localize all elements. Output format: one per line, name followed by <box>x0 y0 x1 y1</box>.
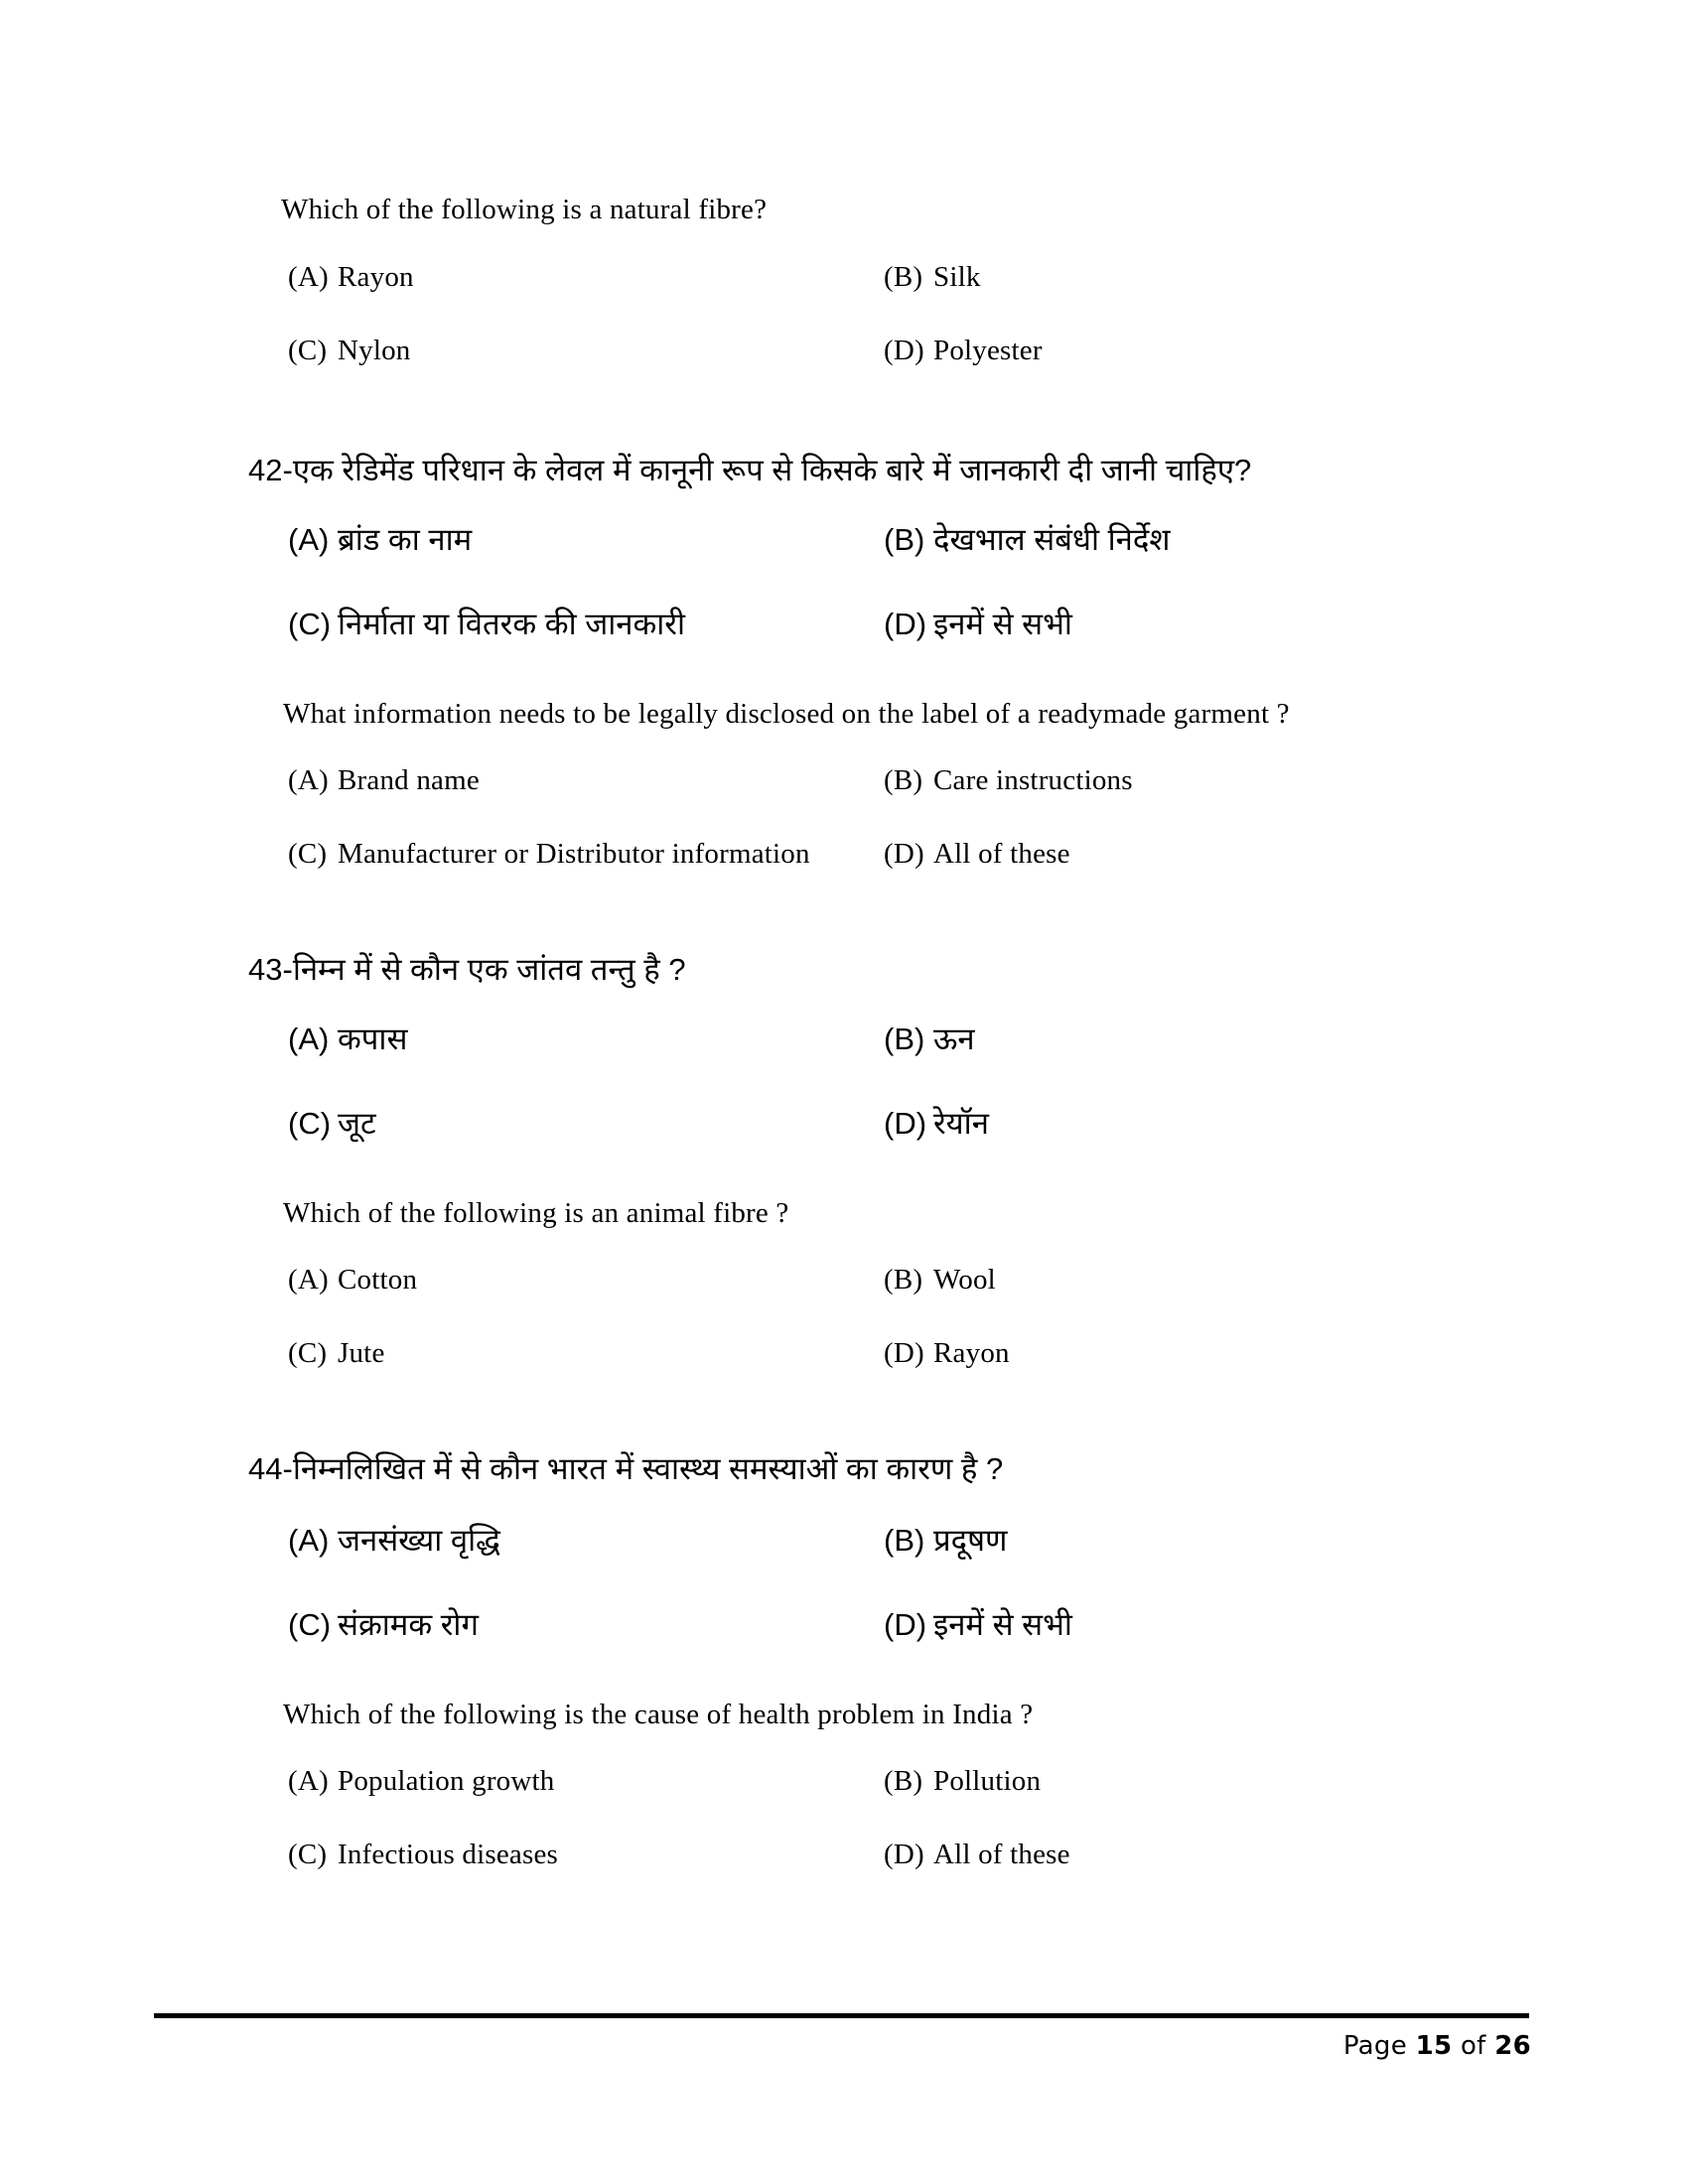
option-row <box>884 1519 1072 1564</box>
option-text: Rayon <box>933 1337 1010 1370</box>
option-text: All of these <box>933 838 1070 871</box>
option-label: (A) <box>288 764 329 796</box>
footer-total-pages: 26 <box>1494 2031 1531 2061</box>
option-text: Polyester <box>933 335 1043 367</box>
option-row <box>288 1018 884 1062</box>
continued-question-text: Which of the following is a natural fibre? <box>281 194 768 225</box>
option-text: इनमें से सभी <box>933 1606 1072 1642</box>
option-text: Jute <box>338 1337 385 1370</box>
question-43-hindi-options <box>288 1018 989 1147</box>
option-row <box>884 1334 1010 1373</box>
question-42-hindi-line <box>248 449 1251 493</box>
option-text: Population growth <box>338 1765 555 1797</box>
option-label: (B) <box>884 261 923 293</box>
option-row <box>288 1519 884 1564</box>
option-text: Rayon <box>338 261 414 293</box>
question-43-number: 43- <box>248 952 293 987</box>
question-44-hindi-line <box>248 1447 1003 1492</box>
option-row <box>288 1762 884 1801</box>
option-text: Wool <box>933 1264 996 1296</box>
question-42-hindi-options <box>288 518 1170 647</box>
option-row <box>288 1334 884 1373</box>
option-text: ऊन <box>933 1022 975 1056</box>
option-label: (B) <box>884 1022 925 1056</box>
option-label: (C) <box>288 1337 328 1370</box>
question-44-number: 44- <box>248 1451 293 1486</box>
option-row <box>288 761 884 800</box>
question-43-hindi-text: निम्न में से कौन एक जांतव तन्तु है ? <box>292 952 686 987</box>
option-row <box>288 1836 884 1874</box>
option-label: (C) <box>288 1606 332 1642</box>
question-43-hindi-line <box>248 948 686 993</box>
footer-of-word: of <box>1460 2031 1486 2061</box>
question-44-english-text: Which of the following is the cause of health problem in India ? <box>283 1699 1034 1730</box>
option-text: जूट <box>338 1105 376 1141</box>
option-row <box>884 332 1043 370</box>
footer-current-page: 15 <box>1415 2031 1453 2061</box>
option-label: (C) <box>288 606 332 641</box>
question-44-hindi-options <box>288 1519 1072 1648</box>
option-text: देखभाल संबंधी निर्देश <box>933 522 1171 557</box>
option-row <box>884 1836 1070 1874</box>
option-row <box>884 258 1043 297</box>
option-label: (D) <box>884 1105 927 1141</box>
option-row <box>288 1261 884 1299</box>
option-text: निर्माता या वितरक की जानकारी <box>338 606 685 641</box>
option-row <box>884 1762 1070 1801</box>
option-text: रेयॉन <box>933 1105 989 1141</box>
option-text: ब्रांड का नाम <box>338 522 473 557</box>
option-row <box>884 1102 989 1147</box>
question-44-hindi-text: निम्नलिखित में से कौन भारत में स्वास्थ्य समस्याओं का कारण है ? <box>292 1451 1004 1486</box>
option-text: Cotton <box>338 1264 418 1296</box>
option-row <box>884 1018 989 1062</box>
option-row <box>884 603 1170 647</box>
option-row <box>884 835 1133 874</box>
option-label: (B) <box>884 764 923 796</box>
option-label: (A) <box>288 1022 330 1056</box>
page-number-footer <box>1343 2031 1531 2061</box>
option-text: Brand name <box>338 764 480 796</box>
option-text: Care instructions <box>933 764 1133 796</box>
option-text: इनमें से सभी <box>933 606 1072 641</box>
option-label: (D) <box>884 606 927 641</box>
question-42-number: 42- <box>248 453 293 487</box>
footer-page-word: Page <box>1342 2031 1407 2061</box>
option-text: संक्रामक रोग <box>338 1606 479 1642</box>
option-label: (D) <box>884 1337 924 1370</box>
option-row <box>288 258 884 297</box>
option-text: कपास <box>338 1022 408 1056</box>
question-42-english-text: What information needs to be legally disclosed on the label of a readymade garment ? <box>283 698 1290 730</box>
option-row <box>288 835 884 874</box>
question-44-english-options <box>288 1762 1070 1874</box>
option-label: (A) <box>288 261 329 293</box>
option-text: Manufacturer or Distributor information <box>338 838 810 871</box>
option-label: (B) <box>884 1765 923 1797</box>
option-row <box>288 332 884 370</box>
option-row <box>288 518 884 563</box>
option-label: (D) <box>884 1606 927 1642</box>
option-label: (C) <box>288 335 328 367</box>
option-label: (B) <box>884 1264 923 1296</box>
option-label: (C) <box>288 1105 332 1141</box>
option-label: (C) <box>288 1839 328 1871</box>
question-43-english-text: Which of the following is an animal fibre ? <box>283 1197 789 1229</box>
option-text: जनसंख्या वृद्धि <box>338 1523 500 1558</box>
continued-question-options <box>288 258 1043 370</box>
option-label: (A) <box>288 1765 329 1797</box>
question-42-english-options <box>288 761 1133 874</box>
option-label: (B) <box>884 522 925 557</box>
option-text: Pollution <box>933 1765 1042 1797</box>
footer-divider <box>154 2013 1529 2018</box>
option-row <box>288 603 884 647</box>
option-row <box>288 1603 884 1648</box>
option-label: (D) <box>884 335 924 367</box>
option-row <box>884 1261 1010 1299</box>
question-43-english-options <box>288 1261 1010 1373</box>
option-label: (A) <box>288 1523 330 1558</box>
option-text: Nylon <box>338 335 411 367</box>
option-label: (C) <box>288 838 328 871</box>
option-label: (B) <box>884 1523 925 1558</box>
option-row <box>884 518 1170 563</box>
option-row <box>884 1603 1072 1648</box>
option-row <box>884 761 1133 800</box>
option-text: प्रदूषण <box>933 1523 1008 1558</box>
option-label: (A) <box>288 1264 329 1296</box>
option-row <box>288 1102 884 1147</box>
option-text: Infectious diseases <box>338 1839 559 1871</box>
option-label: (D) <box>884 1839 924 1871</box>
option-label: (D) <box>884 838 924 871</box>
option-text: Silk <box>933 261 981 293</box>
option-text: All of these <box>933 1839 1070 1871</box>
option-label: (A) <box>288 522 330 557</box>
question-42-hindi-text: एक रेडिमेंड परिधान के लेवल में कानूनी रूप से किसके बारे में जानकारी दी जानी चाहिए? <box>292 453 1252 487</box>
